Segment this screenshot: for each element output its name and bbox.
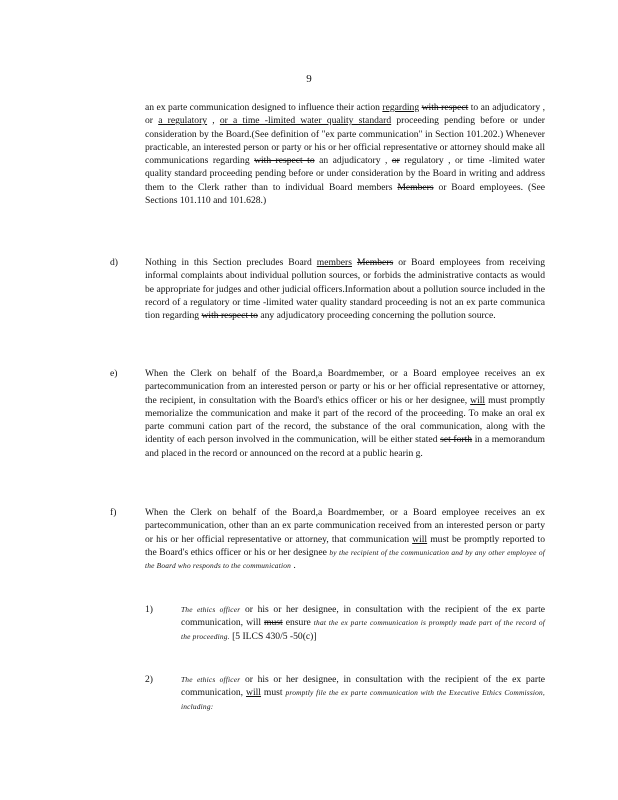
text: Nothing in this Section precludes Board (145, 257, 317, 268)
text: must promptly memorialize the communication and make it part of the record of the proceeding. To make an oral ex parte communi cation part of the record, the substance of the oral communication, along with the identity of each person involved in the communication, will be either stated (145, 394, 545, 446)
text: regarding (212, 155, 255, 167)
text: regulatory , or time -limited water quality standard proceeding pending before or under consideration by the Board in writing and address them to the Clerk rather than to individual Board members (145, 155, 546, 193)
section-marker-f: f) (110, 507, 117, 518)
italic-text: that the ex parte communication is promptly made part of the record of the proceeding. (181, 618, 545, 641)
paragraph-f-2 (181, 673, 545, 713)
inserted-text: members (316, 257, 352, 268)
deleted-text: with respect to (201, 310, 258, 322)
inserted-text: will (470, 394, 486, 406)
text: . (291, 560, 296, 572)
subsection-marker-1: 1) (145, 604, 153, 615)
italic-text: promptly file the ex parte communication with the Executive Ethics Commission, including: (181, 688, 545, 711)
inserted-text: a regulatory (158, 115, 208, 127)
text: must be promptly reported to the Board's ethics officer or his or her designee (145, 533, 545, 558)
subsection-marker-2: 2) (145, 674, 153, 685)
inserted-text: regarding (382, 102, 420, 113)
deleted-text: must (264, 617, 283, 629)
text: or his or her designee, in consultation with the recipient of the ex parte communication, (181, 674, 545, 699)
italic-text: The ethics officer (181, 605, 241, 614)
deleted-text: with respect to (254, 155, 315, 167)
section-marker-e: e) (110, 368, 118, 379)
deleted-text: with respect (421, 102, 469, 113)
text: or his or her designee, in consultation with the recipient of the ex parte communication, will (181, 604, 545, 629)
text: [5 ILCS 430/5 -50(c)] (229, 630, 317, 642)
inserted-text: or a time -limited water quality standard (219, 115, 392, 127)
deleted-text: Members (356, 257, 394, 268)
text: to an adjudicatory , or (145, 102, 545, 127)
page-number: 9 (306, 73, 312, 85)
text: an ex parte communication designed to influence their action (145, 102, 383, 113)
italic-text: The ethics officer (181, 675, 241, 684)
text: any adjudicatory proceeding concerning the pollution source. (257, 310, 496, 322)
text: When the Clerk on behalf of the Board,a Boardmember, or a Board employee receives an ex partecommunication, other than an ex parte communication received from an interested person or party or his or her official representative or attorney, that communication (145, 507, 545, 545)
paragraph-d (145, 256, 545, 322)
paragraph-f (145, 506, 545, 572)
section-marker-d: d) (110, 257, 118, 268)
deleted-text: or (391, 155, 400, 167)
text: When the Clerk on behalf of the Board,a Boardmember, or a Board employee receives an ex partecommunication from an interested person or party or his or her official representative or attorney, the recipient, in consultation with the Board's ethics officer or his or her designee, (145, 368, 545, 406)
text: must (260, 687, 286, 699)
text: , (207, 115, 220, 127)
text: or Board employees. (See Sections 101.110 and 101.628.) (145, 181, 545, 207)
deleted-text: set forth (440, 434, 473, 446)
deleted-text: Members (397, 181, 434, 193)
paragraph-f-1 (181, 603, 545, 643)
inserted-text: will (246, 687, 261, 699)
paragraph-continuation (145, 101, 545, 207)
inserted-text: will (412, 533, 428, 545)
text: ensure (282, 617, 314, 629)
text: or Board employees from receiving informal complaints about individual pollution sources, or forbids the administrative contacts as would be appropriate for judges and other judicial officers.Information about a pollution source included in the record of a regulatory or time -limited water quality standard proceeding is not an ex parte communica tion regarding (145, 257, 545, 322)
text: an adjudicatory , (314, 155, 392, 167)
text: proceeding pending before or under consideration by the Board.(See definition of "ex parte communication" in Section 101.202.) Whenever practicable, an interested person or party or his or her official representative or attorney should make all communications (145, 115, 546, 167)
paragraph-e (145, 367, 545, 460)
italic-text: by the recipient of the communication and by any other employee of the Board who responds to the communication (145, 547, 545, 571)
text: in a memorandum and placed in the record or announced on the record at a public hearin g. (145, 434, 545, 459)
